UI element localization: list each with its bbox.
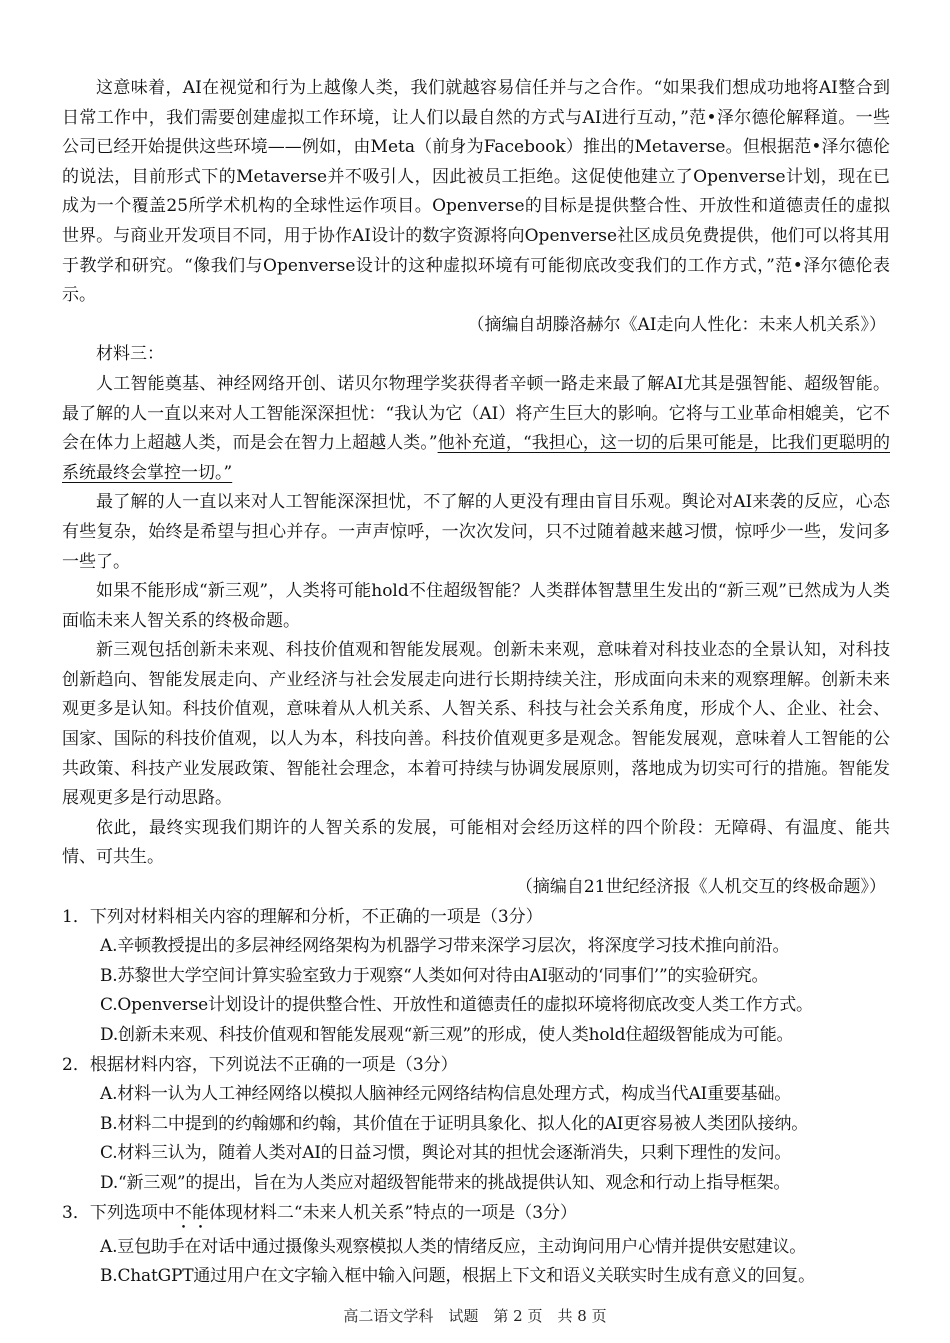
question-2-stem: 2．根据材料内容，下列说法不正确的一项是（3分）	[62, 1054, 458, 1075]
question-1-option-c: C.Openverse计划设计的提供整合性、开放性和道德责任的虚拟环境将彻底改变人类工作方式。	[100, 995, 813, 1016]
material3-p1-text: 人工智能奠基、神经网络开创、诺贝尔物理学奖获得者辛顿一路走来最了解AI尤其是强智能、超级智能。最了解的人一直以来对人工智能深深担忧：“我认为它（AI）将产生巨大的影响。它将与工业革命相媲美，它不会在体力上超越人类，而是会在智力上超越人类。”	[62, 373, 890, 454]
exam-page	[62, 74, 890, 1292]
question-1-option-b: B.苏黎世大学空间计算实验室致力于观察“人类如何对待由AI驱动的‘同事们’”的实验研究。	[100, 965, 769, 986]
question-1-stem: 1．下列对材料相关内容的理解和分析，不正确的一项是（3分）	[62, 906, 543, 927]
material3-paragraph-3: 如果不能形成“新三观”，人类将可能hold不住超级智能？人类群体智慧里生发出的“新三观”已然成为人类面临未来人智关系的终极命题。	[62, 581, 890, 631]
material3-heading: 材料三：	[96, 344, 164, 365]
material2-source: （摘编自胡滕洛赫尔《AI走向人性化：未来人机关系》）	[467, 314, 886, 335]
question-3-option-a: A.豆包助手在对话中通过摄像头观察模拟人类的情绪反应，主动询问用户心情并提供安慰建议。	[100, 1236, 807, 1257]
question-3-option-b: B.ChatGPT通过用户在文字输入框中输入问题，根据上下文和语义关联实时生成有意义的回复。	[100, 1266, 815, 1287]
material3-paragraph-2: 最了解的人一直以来对人工智能深深担忧，不了解的人更没有理由盲目乐观。舆论对AI来袭的反应，心态有些复杂，始终是希望与担心并存。一声声惊呼，一次次发问，只不过随着越来越习惯，惊呼少一些，发问多一些了。	[62, 492, 890, 572]
question-2-option-c: C.材料三认为，随着人类对AI的日益习惯，舆论对其的担忧会逐渐消失，只剩下理性的发问。	[100, 1143, 792, 1164]
material3-paragraph-5: 依此，最终实现我们期许的人智关系的发展，可能相对会经历这样的四个阶段：无障碍、有温度、能共情、可共生。	[62, 817, 890, 868]
question-3-stem	[62, 1199, 890, 1233]
material3-source: （摘编自21世纪经济报《人机交互的终极命题》）	[515, 877, 886, 898]
material2-paragraph: 这意味着，AI在视觉和行为上越像人类，我们就越容易信任并与之合作。“如果我们想成功地将AI整合到日常工作中，我们需要创建虚拟工作环境，让人们以最自然的方式与AI进行互动，”范•泽尔德伦解释道。一些公司已经开始提供这些环境——例如，由Meta（前身为Facebook）推出的Metaverse。但根据范•泽尔德伦的说法，目前形式下的Metaverse并不吸引人，因此被员工拒绝。这促使他建立了Openverse计划，现在已成为一个覆盖25所学术机构的全球性运作项目。Openverse的目标是提供整合性、开放性和道德责任的虚拟世界。与商业开发项目不同，用于协作AI设计的数字资源将向Openverse社区成员免费提供，他们可以将其用于教学和研究。“像我们与Openverse设计的这种虚拟环境有可能彻底改变我们的工作方式，”范•泽尔德伦表示。	[62, 78, 890, 306]
question-3-stem-start: 3．下列选项中	[62, 1202, 175, 1223]
material3-paragraph-1	[62, 370, 890, 488]
question-1-option-a: A.辛顿教授提出的多层神经网络架构为机器学习带来深学习层次，将深度学习技术推向前沿。	[100, 936, 790, 957]
question-2-option-b: B.材料二中提到的约翰娜和约翰，其价值在于证明具象化、拟人化的AI更容易被人类团队接纳。	[100, 1113, 809, 1134]
page-footer: 高二语文学科 试题 第 2 页 共 8 页	[343, 1307, 607, 1325]
question-2-option-a: A.材料一认为人工神经网络以模拟人脑神经元网络结构信息处理方式，构成当代AI重要基础。	[100, 1084, 792, 1105]
question-1-option-d: D.创新未来观、科技价值观和智能发展观“新三观”的形成，使人类hold住超级智能成为可能。	[100, 1025, 794, 1045]
question-2-option-d: D.“新三观”的提出，旨在为人类应对超级智能带来的挑战提供认知、观念和行动上指导框架。	[100, 1172, 791, 1193]
underlined-quote: 他补充道，“我担心，这一切的后果可能是，比我们更聪明的系统最终会掌控一切。”	[62, 433, 890, 483]
emphasized-word: 不能	[174, 1202, 209, 1223]
material3-paragraph-4: 新三观包括创新未来观、科技价值观和智能发展观。创新未来观，意味着对科技业态的全景认知，对科技创新趋向、智能发展走向、产业经济与社会发展走向进行长期持续关注，形成面向未来的观察理解。创新未来观更多是认知。科技价值观，意味着从人机关系、人智关系、科技与社会关系角度，形成个人、企业、社会、国家、国际的科技价值观，以人为本，科技向善。科技价值观更多是观念。智能发展观，意味着人工智能的公共政策、科技产业发展政策、智能社会理念，本着可持续与协调发展原则，落地成为切实可行的措施。智能发展观更多是行动思路。	[62, 640, 890, 809]
question-3-stem-end: 体现材料二“未来人机关系”特点的一项是（3分）	[208, 1202, 578, 1223]
